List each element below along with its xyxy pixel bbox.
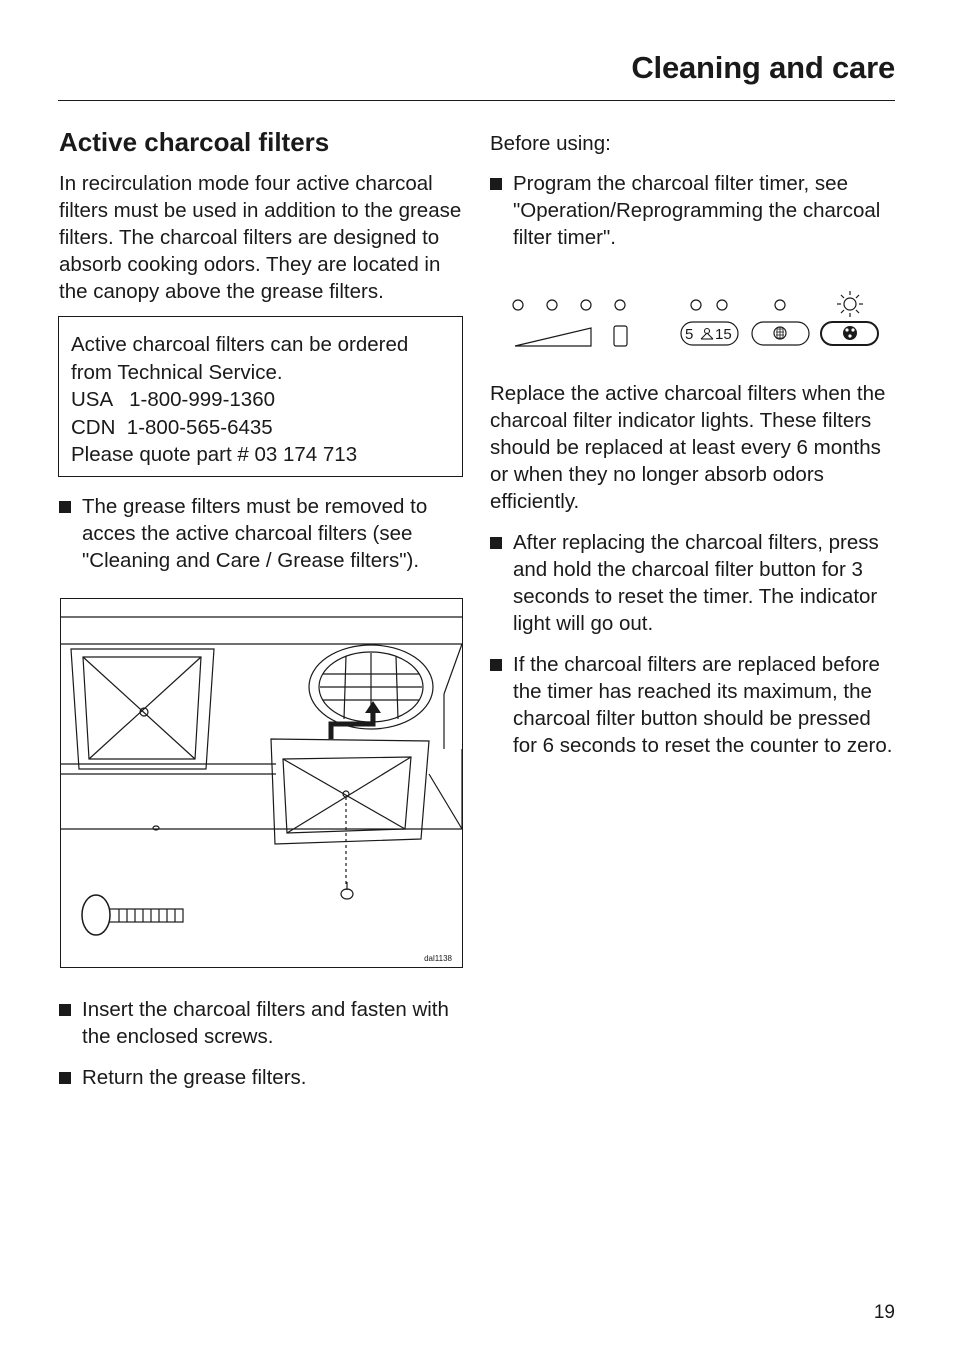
bullet-square-icon — [59, 1072, 71, 1084]
indicator-light-icon — [775, 300, 785, 310]
notice-part-number: Please quote part # 03 174 713 — [71, 443, 358, 466]
notice-cdn-phone: CDN 1-800-565-6435 — [71, 415, 273, 439]
filter-installation-illustration — [60, 598, 463, 968]
bullet-square-icon — [59, 501, 71, 513]
bullet-square-icon — [490, 659, 502, 671]
indicator-light-icon — [547, 300, 557, 310]
fan-timer-left-label: 5 — [685, 326, 694, 343]
before-using-label: Before using: — [490, 132, 611, 155]
list-item — [490, 651, 900, 759]
bullet-square-icon — [59, 1004, 71, 1016]
page-title: Cleaning and care — [631, 50, 895, 85]
notice-usa-phone: USA 1-800-999-1360 — [71, 388, 275, 411]
page-number: 19 — [873, 1302, 895, 1323]
technical-service-notice — [58, 316, 463, 477]
list-item — [490, 170, 900, 251]
bullet-text: Return the grease filters. — [82, 1065, 307, 1089]
indicator-light-icon — [615, 300, 625, 310]
replace-paragraph: Replace the active charcoal filters when the charcoal filter indicator lights. These filters should be replaced at least every 6 months or when they no longer absorb odors efficiently. — [490, 382, 886, 513]
list-item — [59, 1064, 464, 1091]
filter-diagram — [61, 599, 462, 967]
fan-icon — [701, 329, 713, 340]
list-item — [59, 493, 464, 574]
grease-filter-button — [752, 322, 809, 345]
bullet-square-icon — [490, 178, 502, 190]
fan-timer-right-label: 15 — [715, 326, 732, 343]
list-item — [59, 996, 464, 1050]
left-column — [59, 124, 464, 1105]
indicator-light-icon — [691, 300, 701, 310]
light-button-icon — [614, 326, 627, 346]
bullet-text: Program the charcoal filter timer, see "Operation/Reprogramming the charcoal filter timer". — [513, 172, 881, 249]
indicator-light-icon — [717, 300, 727, 310]
section-heading: Active charcoal filters — [59, 127, 330, 157]
charcoal-filter-icon — [843, 326, 857, 340]
indicator-light-icon — [513, 300, 523, 310]
indicator-light-icon — [581, 300, 591, 310]
bullet-square-icon — [490, 537, 502, 549]
figure-label: dal1138 — [424, 953, 452, 963]
bullet-text: After replacing the charcoal filters, press and hold the charcoal filter button for 3 seconds to reset the timer. The indicator light will go out. — [513, 531, 879, 635]
control-panel-illustration — [505, 283, 885, 355]
list-item — [490, 529, 900, 637]
fan-speed-ramp-icon — [515, 328, 591, 346]
intro-paragraph: In recirculation mode four active charcoal filters must be used in addition to the grease filters. The charcoal filters are designed to absorb cooking odors. They are located in the canopy above the grease filters. — [59, 172, 462, 303]
lit-indicator-icon — [844, 298, 856, 310]
bullet-text: Insert the charcoal filters and fasten with the enclosed screws. — [82, 997, 449, 1048]
right-column — [490, 124, 900, 773]
bullet-text: The grease filters must be removed to acces the active charcoal filters (see "Cleaning and Care / Grease filters"). — [82, 494, 428, 572]
notice-order-text: Active charcoal filters can be ordered from Technical Service. — [71, 333, 409, 384]
header-divider — [58, 100, 895, 101]
bullet-text: If the charcoal filters are replaced before the timer has reached its maximum, the charcoal filter button should be pressed for 6 seconds to reset the counter to zero. — [513, 653, 893, 757]
